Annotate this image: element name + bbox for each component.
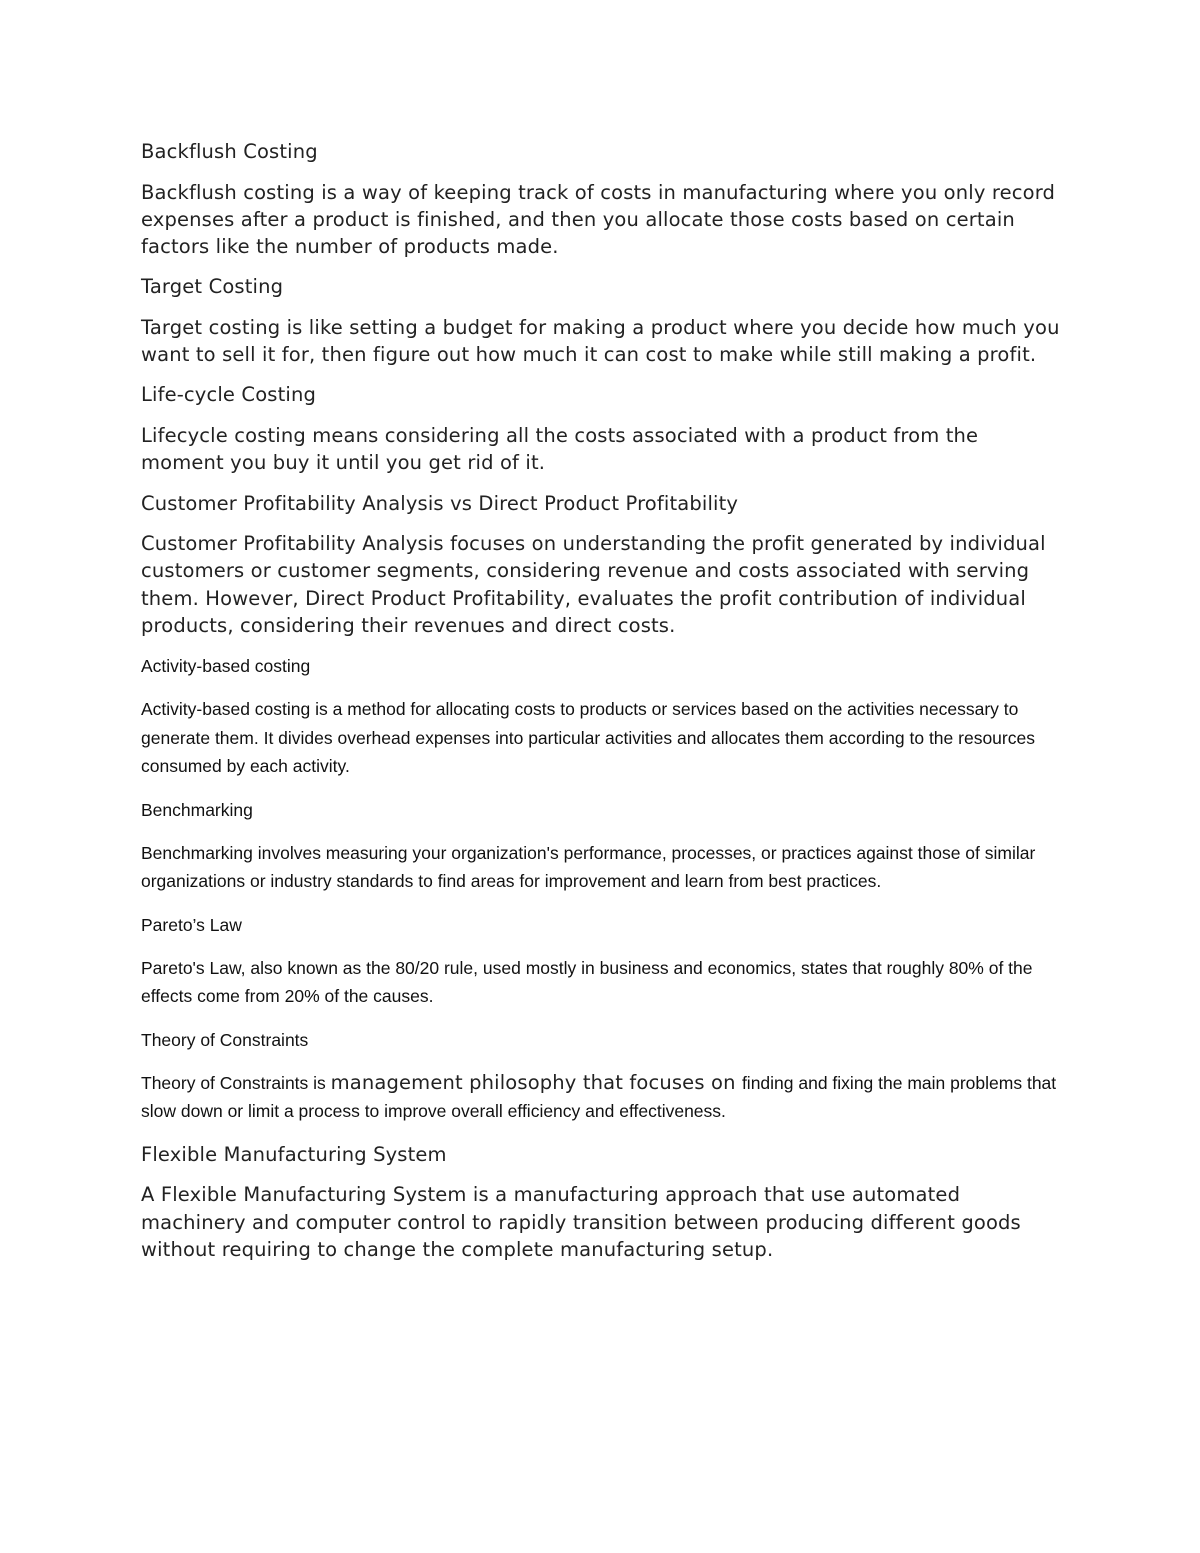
heading-backflush-costing: Backflush Costing bbox=[141, 140, 318, 163]
paragraph-benchmarking: Benchmarking involves measuring your organization's performance, processes, or practices against those of similar organizations or industry standards to find areas for improvement and learn from best practices. bbox=[141, 842, 1036, 892]
paragraph-target-costing: Target costing is like setting a budget for making a product where you decide how much you want to sell it for, then figure out how much it can cost to make while still making a profit. bbox=[141, 315, 1060, 367]
toc-text-part3: finding and fixing the main problems that slow down or limit a process to improve overall efficiency and effectiveness. bbox=[141, 1072, 1057, 1122]
paragraph-life-cycle-costing: Lifecycle costing means considering all the costs associated with a product from the moment you buy it until you get rid of it. bbox=[141, 423, 979, 475]
heading-benchmarking: Benchmarking bbox=[141, 799, 253, 820]
paragraph-customer-profitability: Customer Profitability Analysis focuses on understanding the profit generated by individual customers or customer segments, considering revenue and costs associated with serving them. However, Direct Product Profitability, evaluates the profit contribution of individual products, considering their revenues and direct costs. bbox=[141, 532, 1046, 637]
toc-text-part1: Theory of Constraints is bbox=[141, 1072, 331, 1093]
toc-text-part2: management philosophy that focuses on bbox=[330, 1070, 742, 1094]
heading-flexible-manufacturing-system: Flexible Manufacturing System bbox=[141, 1142, 447, 1166]
paragraph-activity-based-costing: Activity-based costing is a method for allocating costs to products or services based on the activities necessary to generate them. It divides overhead expenses into particular activities and allocates them according to the resources consumed by each activity. bbox=[141, 699, 1035, 777]
heading-activity-based-costing: Activity-based costing bbox=[141, 656, 311, 677]
document-page bbox=[141, 138, 1066, 1276]
heading-customer-profitability: Customer Profitability Analysis vs Direct Product Profitability bbox=[141, 491, 739, 515]
heading-paretos-law: Pareto’s Law bbox=[141, 914, 242, 935]
paragraph-flexible-manufacturing-system: A Flexible Manufacturing System is a manufacturing approach that use automated machinery and computer control to rapidly transition between producing different goods without requiring to change the complete manufacturing setup. bbox=[141, 1183, 1021, 1261]
heading-target-costing: Target Costing bbox=[141, 275, 284, 299]
paragraph-paretos-law: Pareto's Law, also known as the 80/20 rule, used mostly in business and economics, states that roughly 80% of the effects come from 20% of the causes. bbox=[141, 957, 1033, 1007]
heading-theory-of-constraints: Theory of Constraints bbox=[141, 1029, 309, 1050]
heading-life-cycle-costing: Life-cycle Costing bbox=[141, 383, 316, 407]
paragraph-theory-of-constraints bbox=[141, 1069, 1066, 1126]
paragraph-backflush-costing: Backflush costing is a way of keeping track of costs in manufacturing where you only record expenses after a product is finished, and then you allocate those costs based on certain factors like the number of products made. bbox=[141, 180, 1056, 259]
